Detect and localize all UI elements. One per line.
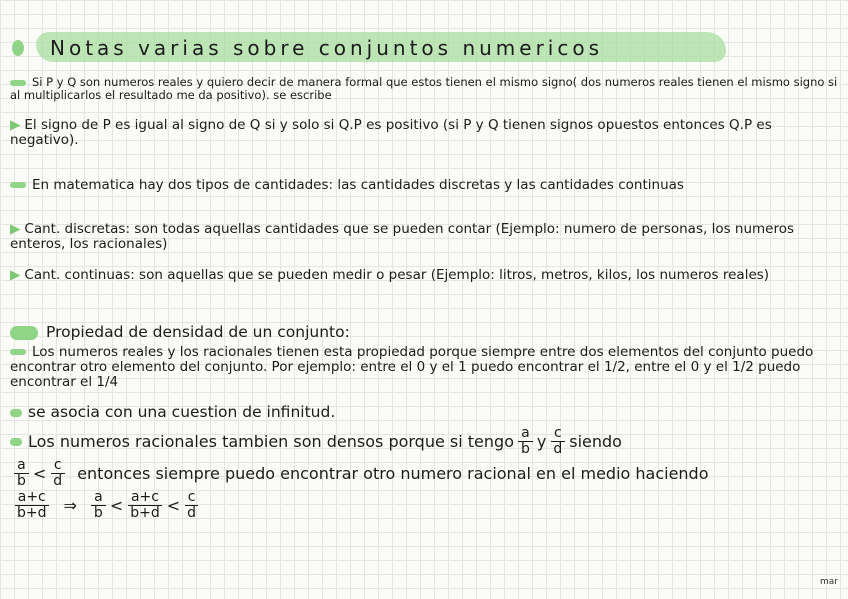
less-than-symbol: < <box>109 495 124 515</box>
note-sign-rule <box>10 118 838 148</box>
less-than-symbol: < <box>166 495 181 515</box>
arrow-icon: ▶ <box>10 221 21 237</box>
implies-arrow: ⇒ <box>63 495 77 515</box>
rational-density-line <box>10 426 622 457</box>
siendo-text: siendo <box>569 431 622 451</box>
fraction-mediant: $\frac{a+c}{b+d}$ <box>127 490 163 521</box>
bullet-marker <box>10 409 22 417</box>
rational-density-text: Los numeros racionales tambien son densos porque si tengo <box>28 431 514 451</box>
note-infinity <box>10 404 838 421</box>
note-formal-sign-text: Si P y Q son numeros reales y quiero decir de manera formal que estos tienen el mismo signo( dos numeros reales tienen el mismo signo si al multiplicarlos el resultado me da positivo). se escribe <box>10 75 838 102</box>
fraction-c-d: $\frac{c}{d}$ <box>50 458 65 489</box>
note-quantities <box>10 178 838 193</box>
arrow-icon: ▶ <box>10 117 21 133</box>
density-heading-text: Propiedad de densidad de un conjunto: <box>46 323 350 341</box>
arrow-icon: ▶ <box>10 267 21 283</box>
note-density-text: Los numeros reales y los racionales tienen esta propiedad porque siempre entre dos elementos del conjunto puedo encontrar otro elemento del conjunto. Por ejemplo: entre el 0 y el 1 puedo encontrar el 1/2, entre el 0 y el 1/2 puedo encontrar el 1/4 <box>10 344 814 390</box>
page-title: Notas varias sobre conjuntos numericos <box>50 36 604 60</box>
fraction-a-b: $\frac{a}{b}$ <box>518 426 533 457</box>
heading-marker <box>10 326 38 340</box>
note-continuous <box>10 268 838 283</box>
fraction-c-d: $\frac{c}{d}$ <box>184 490 199 521</box>
inequality-line-text: entonces siempre puedo encontrar otro numero racional en el medio haciendo <box>77 463 709 483</box>
fraction-mediant: $\frac{a+c}{b+d}$ <box>14 490 50 521</box>
bullet-marker <box>10 80 26 86</box>
note-infinity-text: se asocia con una cuestion de infinitud. <box>28 403 336 421</box>
footer-mark: mar <box>820 577 838 587</box>
note-discrete <box>10 222 838 252</box>
note-formal-sign <box>10 76 838 102</box>
title-block <box>12 30 832 70</box>
note-density <box>10 345 838 390</box>
fraction-c-d: $\frac{c}{d}$ <box>550 426 565 457</box>
fraction-a-b: $\frac{a}{b}$ <box>91 490 106 521</box>
fraction-a-b: $\frac{a}{b}$ <box>14 458 29 489</box>
inequality-line <box>10 458 709 489</box>
note-quantities-text: En matematica hay dos tipos de cantidades: las cantidades discretas y las cantidades continuas <box>32 177 684 193</box>
bullet-marker <box>10 349 26 355</box>
note-continuous-text: Cant. continuas: son aquellas que se pueden medir o pesar (Ejemplo: litros, metros, kilos, los numeros reales) <box>24 267 770 283</box>
note-sign-rule-text: El signo de P es igual al signo de Q si y solo si Q.P es positivo (si P y Q tienen signos opuestos entonces Q.P es negativo). <box>10 117 772 148</box>
conjunction-y: y <box>536 431 547 451</box>
density-heading <box>10 324 838 341</box>
bullet-marker <box>10 438 22 446</box>
note-discrete-text: Cant. discretas: son todas aquellas cantidades que se pueden contar (Ejemplo: numero de personas, los numeros enteros, los racionales) <box>10 221 795 252</box>
title-bullet <box>12 40 24 56</box>
mediant-line <box>10 490 203 521</box>
less-than-symbol: < <box>32 463 47 483</box>
bullet-marker <box>10 182 26 188</box>
